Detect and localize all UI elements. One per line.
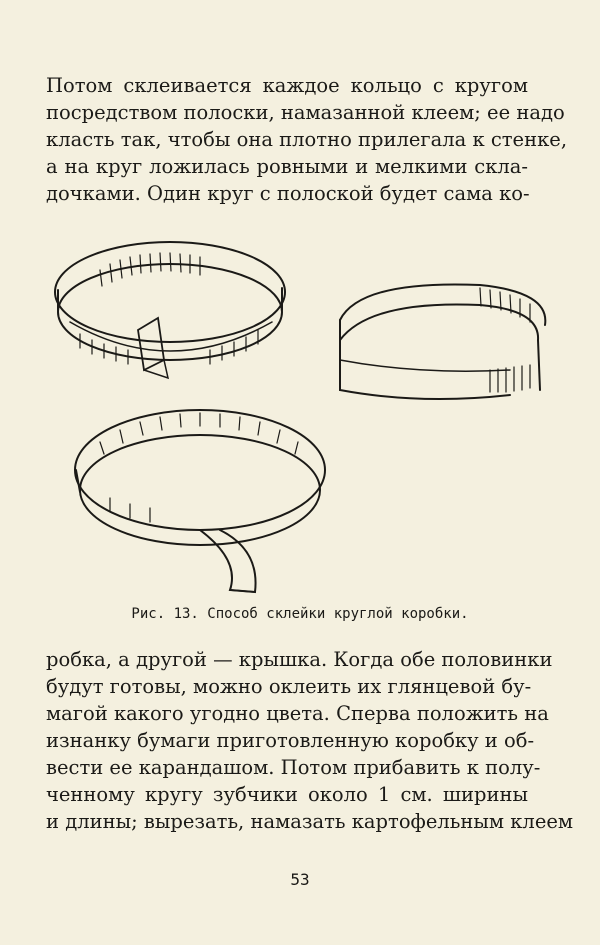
text-line: ченному кругу зубчики около 1 см. ширины xyxy=(46,783,528,806)
page-number: 53 xyxy=(290,870,310,889)
text-line: изнанку бумаги приготовленную коробку и об- xyxy=(46,729,535,752)
ring-with-tab xyxy=(55,242,285,378)
text-line: и длины; вырезать, намазать картофельным клеем xyxy=(46,810,574,833)
text-line: магой какого угодно цвета. Сперва положить на xyxy=(46,702,549,725)
paragraph-top xyxy=(46,72,568,207)
text-line: дочками. Один круг с полоской будет сама ко- xyxy=(46,182,530,205)
text-line: посредством полоски, намазанной клеем; ее надо xyxy=(46,101,565,124)
text-line: будут готовы, можно оклеить их глянцевой бу- xyxy=(46,675,532,698)
figure-caption: Рис. 13. Способ склейки круглой коробки. xyxy=(131,606,469,622)
text-line: вести ее карандашом. Потом прибавить к полу- xyxy=(46,756,541,779)
text-line: класть так, чтобы она плотно прилегала к стенке, xyxy=(46,128,568,151)
figure-13-illustration xyxy=(40,230,560,605)
text-line: а на круг ложилась ровными и мелкими скла- xyxy=(46,155,528,178)
ring-open xyxy=(340,284,545,399)
ring-with-strip xyxy=(75,410,325,592)
paragraph-bottom xyxy=(46,646,574,835)
text-line: Потом склеивается каждое кольцо с кругом xyxy=(46,74,528,97)
text-line: робка, а другой — крышка. Когда обе половинки xyxy=(46,648,553,671)
